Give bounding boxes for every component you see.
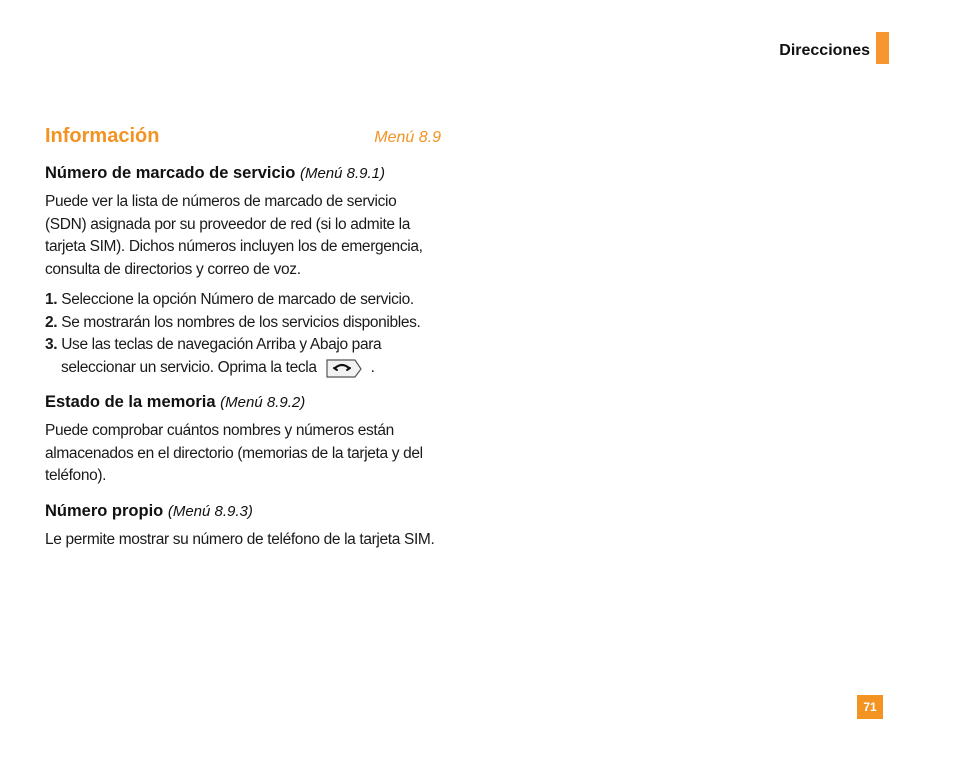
section-body: Le permite mostrar su número de teléfono de la tarjeta SIM.: [45, 530, 435, 548]
section-heading-text: Estado de la memoria: [45, 393, 216, 412]
section-heading: [45, 164, 441, 183]
step-number: 3.: [45, 336, 58, 353]
section-service-dial: [45, 164, 441, 379]
section-heading: [45, 393, 441, 412]
section-body: Puede comprobar cuántos nombres y números están almacenados en el directorio (memorias de la tarjeta y del teléfono).: [45, 422, 423, 485]
send-key-icon: [325, 357, 363, 379]
step-list: [45, 289, 441, 379]
page-number: 71: [857, 695, 883, 719]
section-heading: [45, 502, 441, 521]
section-menu-ref: (Menú 8.9.1): [299, 165, 385, 182]
section-memory-status: [45, 393, 441, 488]
section-body: Puede ver la lista de números de marcado de servicio (SDN) asignada por su proveedor de red (si lo admite la tarjeta SIM). Dichos números incluyen los de emergencia, consulta de directorios y correo de voz.: [45, 193, 423, 278]
step-number: 2.: [45, 313, 58, 331]
main-content: [45, 125, 441, 565]
section-menu-ref: (Menú 8.9.2): [220, 394, 306, 412]
page-header-title: Direcciones: [779, 42, 870, 59]
step-text: Se mostrarán los nombres de los servicios disponibles.: [61, 313, 421, 331]
section-menu-ref: (Menú 8.9.3): [167, 502, 253, 520]
header-accent-bar: [876, 32, 889, 64]
section-own-number: [45, 502, 441, 552]
section-heading-text: Número de marcado de servicio: [45, 164, 296, 182]
step-item: [45, 289, 441, 312]
step-suffix: .: [370, 358, 375, 376]
step-text: Use las teclas de navegación Arriba y Abajo para seleccionar un servicio. Oprima la tecla: [61, 336, 382, 376]
page-title: Información: [45, 125, 160, 147]
step-text: Seleccione la opción Número de marcado de servicio.: [61, 291, 414, 308]
step-item: [45, 312, 441, 335]
section-heading-text: Número propio: [45, 501, 164, 520]
title-row: [45, 125, 441, 148]
step-number: 1.: [45, 291, 58, 308]
menu-reference: Menú 8.9: [374, 129, 441, 146]
step-item: [45, 334, 441, 379]
